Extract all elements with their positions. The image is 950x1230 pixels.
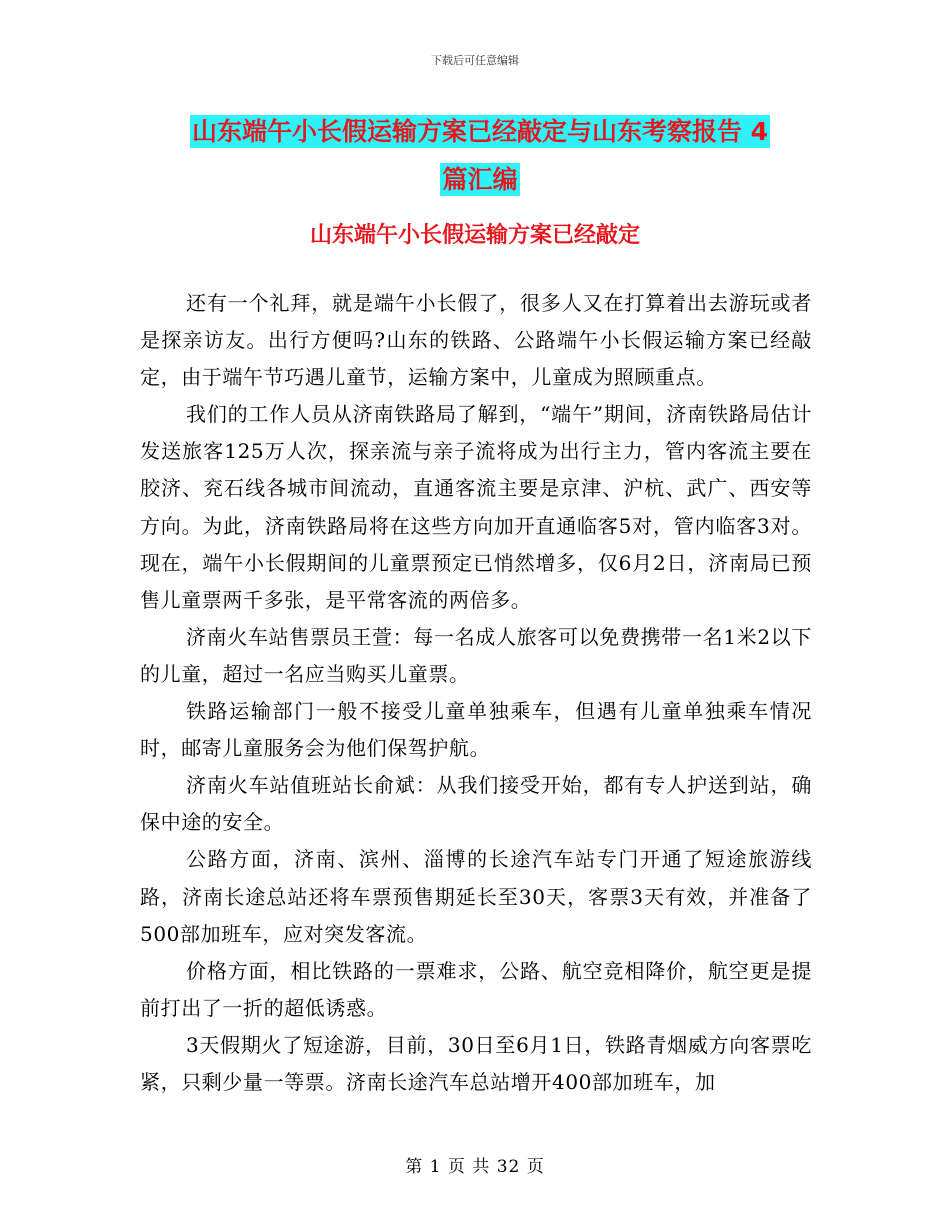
paragraph: 还有一个礼拜，就是端午小长假了，很多人又在打算着出去游玩或者是探亲访友。出行方便吗?山东的铁路、公路端午小长假运输方案已经敲定，由于端午节巧遇儿童节，运输方案中，儿童成为照顾重点。 (140, 291, 812, 390)
paragraph: 价格方面，相比铁路的一票难求，公路、航空竞相降价，航空更是提前打出了一折的超低诱惑。 (140, 958, 812, 1020)
paragraph: 济南火车站售票员王萱：每一名成人旅客可以免费携带一名1米2以下的儿童，超过一名应当购买儿童票。 (140, 624, 812, 686)
paragraph: 铁路运输部门一般不接受儿童单独乘车，但遇有儿童单独乘车情况时，邮寄儿童服务会为他们保驾护航。 (140, 699, 812, 761)
paragraph: 公路方面，济南、滨州、淄博的长途汽车站专门开通了短途旅游线路，济南长途总站还将车票预售期延长至30天，客票3天有效，并准备了500部加班车，应对突发客流。 (140, 847, 812, 946)
title-line-1: 山东端午小长假运输方案已经敲定与山东考察报告 4 (191, 117, 769, 146)
title-line-2: 篇汇编 (442, 165, 518, 194)
section-title: 山东端午小长假运输方案已经敲定 (309, 223, 640, 248)
page-footer: 第 1 页 共 32 页 (405, 1157, 545, 1177)
paragraph: 我们的工作人员从济南铁路局了解到，“端午”期间，济南铁路局估计发送旅客125万人次，探亲流与亲子流将成为出行主力，管内客流主要在胶济、兖石线各城市间流动，直通客流主要是京津、沪杭、武广、西安等方向。为此，济南铁路局将在这些方向加开直通临客5对，管内临客3对。现在，端午小长假期间的儿童票预定已悄然增多，仅6月2日，济南局已预售儿童票两千多张，是平常客流的两倍多。 (140, 402, 812, 612)
paragraph: 济南火车站值班站长俞斌：从我们接受开始，都有专人护送到站，确保中途的安全。 (140, 773, 812, 835)
body-text (140, 285, 812, 1101)
paragraph: 3天假期火了短途游，目前，30日至6月1日，铁路青烟威方向客票吃紧，只剩少量一等票。济南长途汽车总站增开400部加班车，加 (140, 1032, 812, 1094)
document-title (140, 108, 820, 204)
header-note: 下载后可任意编辑 (431, 54, 519, 67)
